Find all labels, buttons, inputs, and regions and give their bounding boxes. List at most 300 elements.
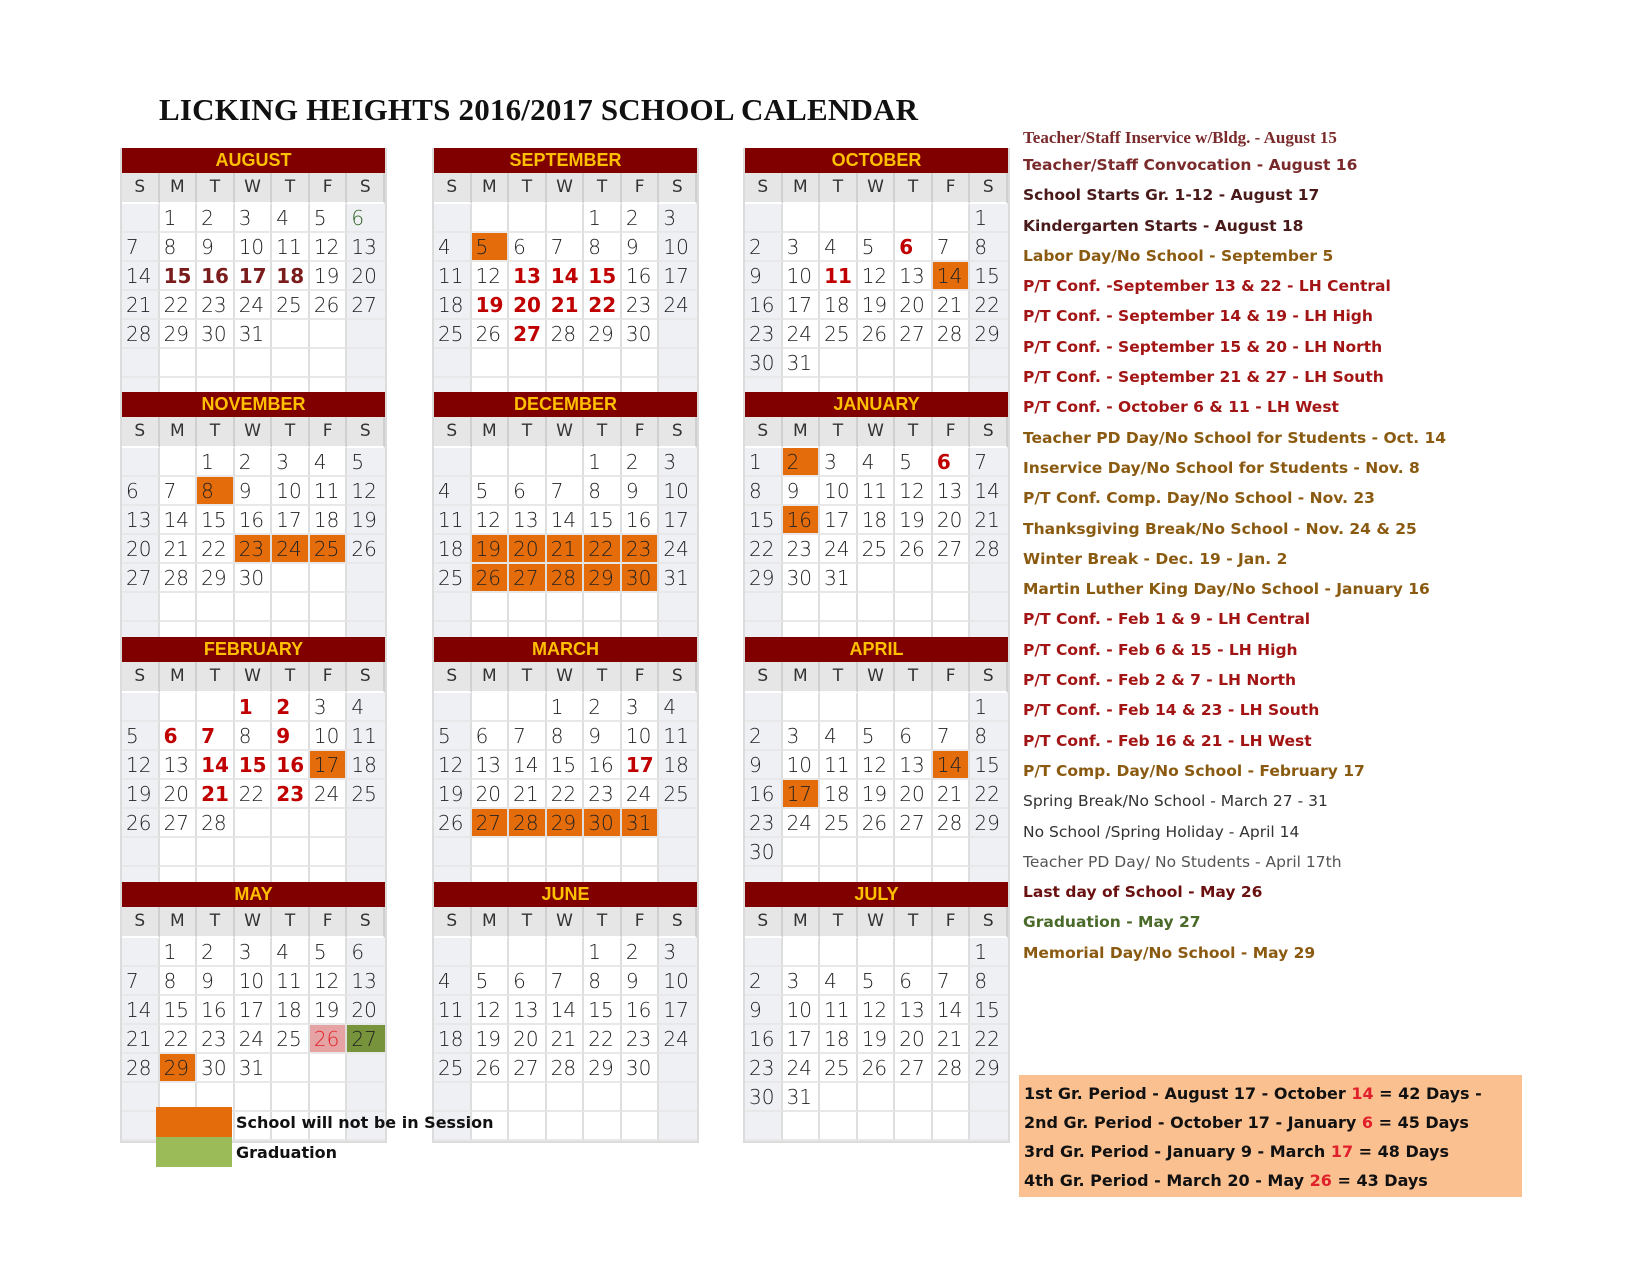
day-cell: 5 [472,967,510,996]
month-january [743,392,1010,653]
day-cell: 19 [310,262,348,291]
day-cell: 15 [745,506,783,535]
empty-cell [820,1112,858,1141]
day-cell: 20 [472,780,510,809]
weekday-label: F [933,662,971,693]
day-cell: 27 [509,564,547,593]
day-cell: 5 [858,233,896,262]
empty-cell [347,320,385,349]
day-cell: 19 [472,1025,510,1054]
weekday-label: S [659,417,697,448]
empty-cell [584,838,622,867]
empty-cell [122,448,160,477]
weekday-label: S [122,417,160,448]
day-cell: 3 [235,938,273,967]
day-cell: 24 [235,291,273,320]
empty-cell [160,693,198,722]
day-cell: 11 [272,967,310,996]
day-cell: 21 [547,1025,585,1054]
empty-cell [472,448,510,477]
empty-cell [895,564,933,593]
event-item: P/T Conf. Comp. Day/No School - Nov. 23 [1023,489,1375,508]
event-item: Thanksgiving Break/No School - Nov. 24 & 25 [1023,519,1417,538]
empty-cell [347,349,385,378]
legend-swatch [156,1107,232,1137]
day-cell: 14 [933,996,971,1025]
day-cell: 31 [235,1054,273,1083]
day-cell: 1 [584,938,622,967]
day-cell: 26 [472,320,510,349]
weekday-label: T [820,417,858,448]
day-cell: 29 [547,809,585,838]
empty-cell [858,1083,896,1112]
weekday-label: F [622,173,660,204]
day-cell: 1 [197,448,235,477]
day-cell: 7 [547,967,585,996]
empty-cell [509,204,547,233]
day-cell: 7 [547,477,585,506]
day-cell: 19 [472,291,510,320]
day-cell: 22 [160,291,198,320]
day-cell: 16 [584,751,622,780]
day-cell: 29 [970,1054,1008,1083]
day-cell: 24 [235,1025,273,1054]
day-cell: 2 [272,693,310,722]
day-cell: 12 [347,477,385,506]
event-item: P/T Conf. - October 6 & 11 - LH West [1023,398,1339,417]
day-cell: 28 [197,809,235,838]
day-cell: 3 [659,448,697,477]
day-cell: 30 [745,1083,783,1112]
event-item: Graduation - May 27 [1023,913,1201,932]
empty-cell [659,1083,697,1112]
empty-cell [895,204,933,233]
grading-periods-box [1019,1075,1522,1197]
empty-cell [434,838,472,867]
day-cell: 29 [160,320,198,349]
day-cell: 10 [783,262,821,291]
day-cell: 23 [745,320,783,349]
day-cell: 31 [659,564,697,593]
day-cell: 6 [895,967,933,996]
day-cell: 26 [310,291,348,320]
empty-cell [622,838,660,867]
day-cell: 8 [197,477,235,506]
day-cell: 23 [745,1054,783,1083]
day-cell: 15 [584,262,622,291]
empty-cell [584,1112,622,1141]
day-cell: 31 [783,349,821,378]
weekday-label: M [160,173,198,204]
day-cell: 10 [659,967,697,996]
weekday-label: S [970,662,1008,693]
legend-swatch [156,1137,232,1167]
day-cell: 14 [547,996,585,1025]
day-cell: 21 [197,780,235,809]
day-cell: 17 [235,262,273,291]
day-cell: 26 [895,535,933,564]
day-cell: 20 [933,506,971,535]
empty-cell [310,320,348,349]
empty-cell [347,564,385,593]
day-cell: 16 [622,506,660,535]
weekday-label: F [933,907,971,938]
day-cell: 4 [272,938,310,967]
day-cell: 20 [895,291,933,320]
day-cell: 11 [820,751,858,780]
empty-cell [509,693,547,722]
empty-cell [895,938,933,967]
empty-cell [745,204,783,233]
day-cell: 13 [122,506,160,535]
day-cell: 9 [745,262,783,291]
weekday-label: S [434,417,472,448]
event-item: No School /Spring Holiday - April 14 [1023,822,1300,841]
day-cell: 4 [434,477,472,506]
day-cell: 18 [434,1025,472,1054]
day-cell: 2 [622,204,660,233]
weekday-label: F [310,662,348,693]
day-cell: 13 [895,262,933,291]
empty-cell [584,349,622,378]
day-cell: 25 [434,1054,472,1083]
weekday-label: W [858,417,896,448]
event-item: Memorial Day/No School - May 29 [1023,943,1316,962]
empty-cell [197,693,235,722]
month-september [432,148,699,409]
empty-cell [745,938,783,967]
month-header: FEBRUARY [122,637,385,662]
day-cell: 28 [933,320,971,349]
empty-cell [272,349,310,378]
weekday-label: W [235,907,273,938]
event-item: Inservice Day/No School for Students - Nov. 8 [1023,458,1420,477]
day-cell: 15 [970,262,1008,291]
empty-cell [197,838,235,867]
day-cell: 28 [160,564,198,593]
empty-cell [509,1112,547,1141]
day-cell: 30 [197,320,235,349]
empty-cell [122,593,160,622]
weekday-label: S [745,662,783,693]
empty-cell [970,838,1008,867]
day-cell: 18 [434,291,472,320]
day-cell: 23 [622,1025,660,1054]
empty-cell [509,349,547,378]
day-cell: 5 [310,938,348,967]
weekday-label: T [584,662,622,693]
day-cell: 4 [820,967,858,996]
day-cell: 25 [272,291,310,320]
weekday-label: S [347,907,385,938]
day-cell: 29 [584,320,622,349]
day-cell: 19 [858,1025,896,1054]
event-item: P/T Conf. - Feb 16 & 21 - LH West [1023,731,1312,750]
day-cell: 7 [933,722,971,751]
empty-cell [547,593,585,622]
empty-cell [895,693,933,722]
day-cell: 21 [160,535,198,564]
event-item: Teacher PD Day/ No Students - April 17th [1023,852,1342,871]
day-cell: 30 [745,349,783,378]
weekday-label: S [970,907,1008,938]
day-cell: 21 [122,291,160,320]
day-cell: 7 [122,233,160,262]
month-december [432,392,699,653]
day-cell: 8 [970,233,1008,262]
day-cell: 4 [272,204,310,233]
day-cell: 21 [933,1025,971,1054]
day-cell: 12 [122,751,160,780]
empty-cell [472,938,510,967]
weekday-label: F [622,662,660,693]
day-cell: 18 [272,262,310,291]
day-cell: 25 [272,1025,310,1054]
day-cell: 15 [970,996,1008,1025]
day-cell: 28 [547,564,585,593]
empty-cell [434,938,472,967]
empty-cell [272,1054,310,1083]
weekday-label: T [509,662,547,693]
day-cell: 30 [622,564,660,593]
weekday-label: M [160,907,198,938]
empty-cell [509,448,547,477]
empty-cell [160,593,198,622]
weekday-label: M [160,417,198,448]
day-cell: 5 [858,722,896,751]
empty-cell [858,564,896,593]
event-item: Martin Luther King Day/No School - January 16 [1023,580,1430,599]
empty-cell [472,204,510,233]
day-cell: 10 [783,996,821,1025]
day-cell: 22 [197,535,235,564]
day-cell: 31 [820,564,858,593]
day-cell: 27 [472,809,510,838]
empty-cell [622,593,660,622]
empty-cell [434,349,472,378]
day-cell: 20 [509,535,547,564]
day-cell: 16 [622,262,660,291]
day-cell: 6 [160,722,198,751]
weekday-label: S [659,662,697,693]
day-cell: 11 [434,262,472,291]
day-cell: 5 [858,967,896,996]
day-cell: 18 [659,751,697,780]
weekday-label: M [472,662,510,693]
empty-cell [547,938,585,967]
weekday-label: W [858,662,896,693]
day-cell: 2 [584,693,622,722]
weekday-label: S [122,662,160,693]
day-cell: 20 [160,780,198,809]
weekday-label: W [858,907,896,938]
day-cell: 4 [434,233,472,262]
empty-cell [659,349,697,378]
day-cell: 9 [745,996,783,1025]
day-cell: 1 [584,448,622,477]
day-cell: 12 [472,996,510,1025]
day-cell: 21 [122,1025,160,1054]
day-cell: 7 [933,233,971,262]
weekday-label: W [547,417,585,448]
day-cell: 15 [160,996,198,1025]
day-cell: 16 [622,996,660,1025]
empty-cell [895,349,933,378]
empty-cell [310,838,348,867]
weekday-label: W [235,662,273,693]
weekday-label: T [895,417,933,448]
empty-cell [783,593,821,622]
day-cell: 27 [895,320,933,349]
day-cell: 6 [895,233,933,262]
empty-cell [622,349,660,378]
day-cell: 3 [622,693,660,722]
weekday-label: T [820,907,858,938]
day-cell: 25 [659,780,697,809]
day-cell: 24 [659,1025,697,1054]
day-cell: 12 [858,262,896,291]
day-cell: 2 [197,204,235,233]
empty-cell [933,1112,971,1141]
weekday-label: S [434,907,472,938]
day-cell: 7 [933,967,971,996]
empty-cell [509,838,547,867]
day-cell: 31 [783,1083,821,1112]
day-cell: 25 [820,809,858,838]
day-cell: 27 [895,809,933,838]
day-cell: 18 [820,1025,858,1054]
weekday-label: T [895,173,933,204]
day-cell: 5 [310,204,348,233]
weekday-label: M [472,907,510,938]
day-cell: 29 [745,564,783,593]
month-header: MAY [122,882,385,907]
empty-cell [895,838,933,867]
month-november [120,392,387,653]
day-cell: 31 [622,809,660,838]
empty-cell [160,349,198,378]
month-header: AUGUST [122,148,385,173]
empty-cell [472,593,510,622]
day-cell: 26 [347,535,385,564]
empty-cell [272,838,310,867]
day-cell: 28 [547,1054,585,1083]
weekday-label: S [745,173,783,204]
day-cell: 4 [310,448,348,477]
weekday-label: W [547,173,585,204]
weekday-label: T [272,662,310,693]
empty-cell [858,204,896,233]
weekday-label: M [472,417,510,448]
empty-cell [272,564,310,593]
empty-cell [122,938,160,967]
day-cell: 27 [160,809,198,838]
day-cell: 12 [472,506,510,535]
empty-cell [659,1112,697,1141]
day-cell: 7 [197,722,235,751]
event-item: Teacher PD Day/No School for Students - Oct. 14 [1023,428,1447,447]
day-cell: 11 [347,722,385,751]
weekday-label: T [820,662,858,693]
day-cell: 23 [584,780,622,809]
day-cell: 11 [434,506,472,535]
day-cell: 19 [858,291,896,320]
weekday-label: S [970,417,1008,448]
empty-cell [122,1112,160,1141]
event-item: Kindergarten Starts - August 18 [1023,216,1304,235]
weekday-label: T [197,173,235,204]
empty-cell [235,349,273,378]
day-cell: 10 [272,477,310,506]
empty-cell [820,1083,858,1112]
day-cell: 26 [472,564,510,593]
day-cell: 2 [745,722,783,751]
day-cell: 12 [472,262,510,291]
day-cell: 2 [745,233,783,262]
day-cell: 23 [783,535,821,564]
empty-cell [659,593,697,622]
day-cell: 17 [783,1025,821,1054]
day-cell: 8 [745,477,783,506]
day-cell: 8 [235,722,273,751]
empty-cell [122,349,160,378]
day-cell: 6 [509,233,547,262]
day-cell: 24 [659,535,697,564]
day-cell: 26 [858,809,896,838]
day-cell: 11 [820,262,858,291]
empty-cell [235,593,273,622]
day-cell: 13 [509,506,547,535]
weekday-label: M [472,173,510,204]
day-cell: 9 [584,722,622,751]
empty-cell [160,448,198,477]
empty-cell [933,564,971,593]
day-cell: 18 [820,291,858,320]
weekday-label: T [197,907,235,938]
weekday-label: S [434,173,472,204]
day-cell: 11 [310,477,348,506]
event-item: P/T Conf. - Feb 6 & 15 - LH High [1023,640,1298,659]
legend-label: School will not be in Session [236,1112,494,1132]
day-cell: 13 [509,996,547,1025]
day-cell: 27 [347,291,385,320]
day-cell: 24 [820,535,858,564]
day-cell: 27 [509,1054,547,1083]
weekday-label: M [783,907,821,938]
day-cell: 13 [160,751,198,780]
day-cell: 1 [160,204,198,233]
day-cell: 9 [745,751,783,780]
day-cell: 5 [347,448,385,477]
day-cell: 3 [310,693,348,722]
day-cell: 9 [197,967,235,996]
empty-cell [933,593,971,622]
empty-cell [472,349,510,378]
empty-cell [659,320,697,349]
day-cell: 13 [347,233,385,262]
weekday-label: T [820,173,858,204]
day-cell: 13 [472,751,510,780]
event-item: P/T Conf. - September 21 & 27 - LH South [1023,368,1384,387]
day-cell: 19 [472,535,510,564]
day-cell: 3 [272,448,310,477]
empty-cell [858,938,896,967]
event-item: P/T Conf. - Feb 14 & 23 - LH South [1023,701,1320,720]
day-cell: 8 [584,477,622,506]
day-cell: 19 [895,506,933,535]
empty-cell [820,349,858,378]
empty-cell [160,838,198,867]
